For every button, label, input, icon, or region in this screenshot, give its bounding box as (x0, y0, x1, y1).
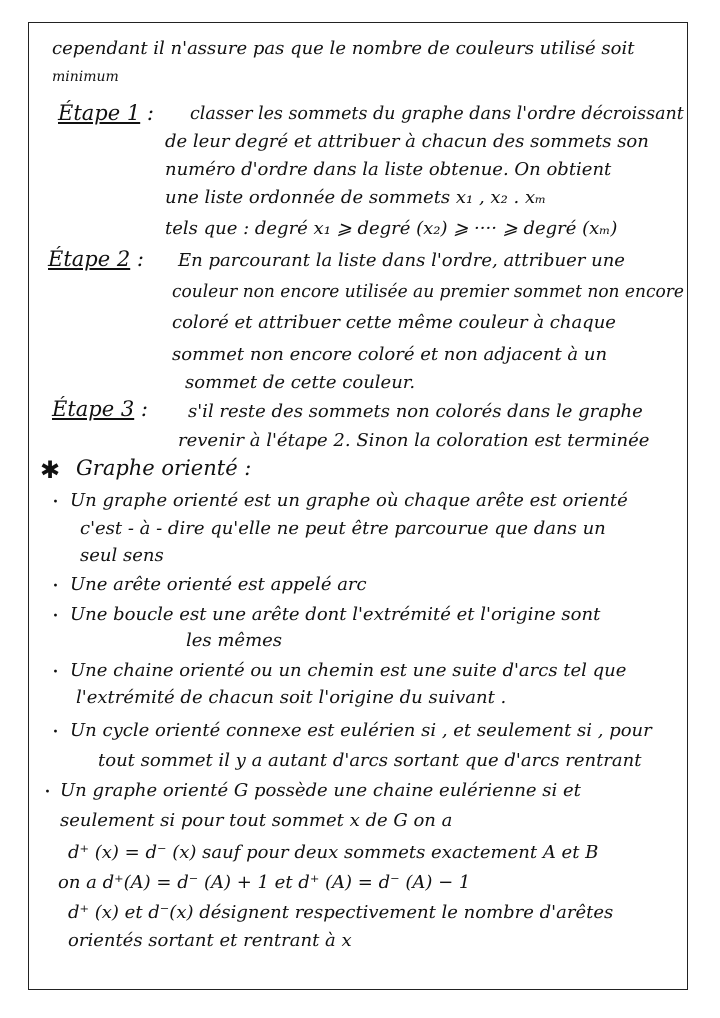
step-colon: : (140, 397, 148, 421)
text-line: d⁺ (x) et d⁻(x) désignent respectivement le nombre d'arêtes (68, 902, 614, 923)
step-2-heading (48, 246, 144, 272)
list-item: Une arête orienté est appelé arc (70, 574, 367, 595)
text-line: seul sens (80, 545, 164, 566)
text-line: sommet non encore coloré et non adjacent à un (172, 344, 608, 365)
text-line: tels que : degré x₁ ⩾ degré (x₂) ⩾ ···· ⩾ degré (xₘ) (165, 218, 618, 239)
star-icon: ✱ (40, 456, 61, 484)
list-item: Une boucle est une arête dont l'extrémité et l'origine sont (70, 604, 601, 625)
text-line: coloré et attribuer cette même couleur à chaque (172, 312, 616, 333)
step-1-label: Étape 1 (58, 101, 141, 125)
bullet-icon: · (52, 720, 59, 745)
bullet-icon: · (52, 574, 59, 599)
text-line: couleur non encore utilisée au premier sommet non encore (172, 281, 684, 302)
text-line: c'est - à - dire qu'elle ne peut être parcourue que dans un (80, 518, 606, 539)
step-3-heading (52, 396, 148, 422)
list-item: Une chaine orienté ou un chemin est une suite d'arcs tel que (70, 660, 627, 681)
text-line: cependant il n'assure pas que le nombre de couleurs utilisé soit (52, 38, 635, 59)
text-line: de leur degré et attribuer à chacun des sommets son (165, 131, 649, 152)
text-line: on a d⁺(A) = d⁻ (A) + 1 et d⁺ (A) = d⁻ (A) − 1 (58, 872, 471, 893)
text-line: numéro d'ordre dans la liste obtenue. On obtient (165, 159, 612, 180)
text-line: les mêmes (186, 630, 283, 651)
text-line: seulement si pour tout sommet x de G on a (60, 810, 453, 831)
text-line: classer les sommets du graphe dans l'ordre décroissant (190, 103, 684, 124)
text-line: s'il reste des sommets non colorés dans le graphe (188, 401, 643, 422)
text-line: sommet de cette couleur. (185, 372, 416, 393)
step-colon: : (136, 247, 144, 271)
list-item: Un cycle orienté connexe est eulérien si , et seulement si , pour (70, 720, 652, 741)
bullet-icon: · (52, 660, 59, 685)
text-line: orientés sortant et rentrant à x (68, 930, 352, 951)
text-line: d⁺ (x) = d⁻ (x) sauf pour deux sommets exactement A et B (68, 842, 599, 863)
step-1-heading (58, 100, 154, 126)
text-line: revenir à l'étape 2. Sinon la coloration est terminée (178, 430, 650, 451)
text-line: l'extrémité de chacun soit l'origine du suivant . (76, 687, 507, 708)
text-line: une liste ordonnée de sommets x₁ , x₂ . xₘ (165, 187, 547, 208)
bullet-icon: · (44, 780, 51, 805)
text-line: En parcourant la liste dans l'ordre, attribuer une (178, 250, 625, 271)
text-line: tout sommet il y a autant d'arcs sortant que d'arcs rentrant (98, 750, 642, 771)
bullet-icon: · (52, 490, 59, 515)
step-3-label: Étape 3 (52, 397, 135, 421)
text-line: minimum (52, 69, 119, 85)
step-colon: : (146, 101, 154, 125)
step-2-label: Étape 2 (48, 247, 131, 271)
bullet-icon: · (52, 604, 59, 629)
list-item: Un graphe orienté G possède une chaine eulérienne si et (60, 780, 581, 801)
section-heading: Graphe orienté : (76, 456, 252, 480)
list-item: Un graphe orienté est un graphe où chaque arête est orienté (70, 490, 628, 511)
